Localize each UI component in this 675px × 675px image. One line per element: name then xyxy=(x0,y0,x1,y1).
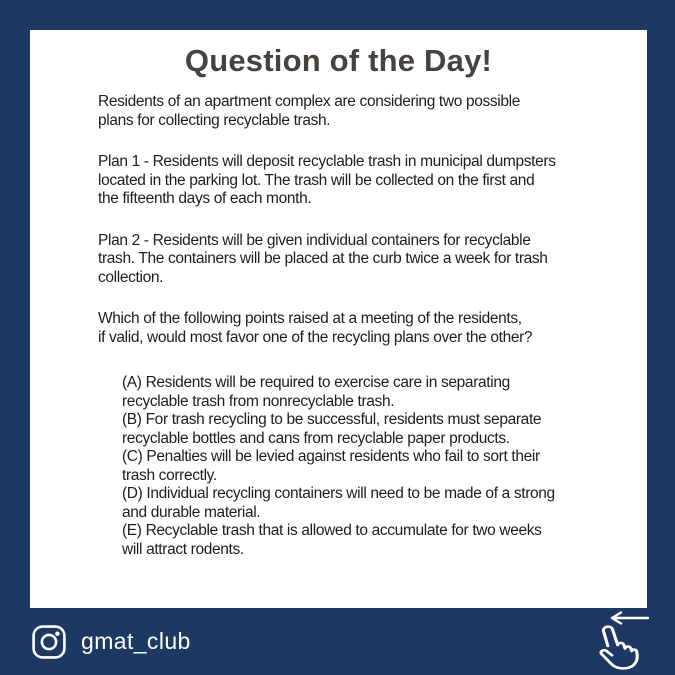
question-content xyxy=(98,93,618,559)
question-card xyxy=(30,30,647,608)
option-b xyxy=(122,411,618,448)
page-title: Question of the Day! xyxy=(184,43,493,78)
question-stem xyxy=(98,310,618,347)
option-d xyxy=(122,485,618,522)
instagram-icon xyxy=(32,625,66,659)
text-line: Which of the following points raised at a meeting of the residents, xyxy=(98,310,522,327)
text-line: recyclable trash from nonrecyclable trash. xyxy=(122,392,395,410)
text-line: if valid, would most favor one of the recycling plans over the other? xyxy=(98,328,533,346)
text-line: collection. xyxy=(98,268,164,286)
text-line: (C) Penalties will be levied against residents who fail to sort their xyxy=(122,448,540,465)
text-line: Residents of an apartment complex are considering two possible xyxy=(98,93,521,110)
footer-bar xyxy=(0,608,675,675)
text-line: will attract rodents. xyxy=(122,540,244,558)
plan2-paragraph xyxy=(98,232,618,288)
option-c xyxy=(122,448,618,485)
text-line: (D) Individual recycling containers will need to be made of a strong xyxy=(122,485,555,502)
swipe-hand-icon xyxy=(598,621,642,671)
intro-paragraph xyxy=(98,93,618,130)
text-line: Plan 1 - Residents will deposit recyclable trash in municipal dumpsters xyxy=(98,153,556,170)
option-a xyxy=(122,374,618,411)
text-line: (A) Residents will be required to exercise care in separating xyxy=(122,374,510,391)
text-line: recyclable bottles and cans from recyclable paper products. xyxy=(122,429,510,447)
text-line: trash correctly. xyxy=(122,466,217,484)
plan1-paragraph xyxy=(98,153,618,209)
text-line: Plan 2 - Residents will be given individual containers for recyclable xyxy=(98,231,531,249)
text-line: (B) For trash recycling to be successful, residents must separate xyxy=(122,411,542,428)
instagram-badge xyxy=(32,608,191,675)
answer-options xyxy=(98,374,618,559)
instagram-handle: gmat_club xyxy=(81,628,191,654)
text-line: the fifteenth days of each month. xyxy=(98,190,312,207)
text-line: trash. The containers will be placed at the curb twice a week for trash xyxy=(98,250,548,267)
text-line: and durable material. xyxy=(122,503,261,521)
swipe-left-hint[interactable] xyxy=(593,608,653,674)
option-e xyxy=(122,522,618,559)
text-line: located in the parking lot. The trash will be collected on the first and xyxy=(98,171,535,189)
text-line: plans for collecting recyclable trash. xyxy=(98,111,331,129)
text-line: (E) Recyclable trash that is allowed to accumulate for two weeks xyxy=(122,522,542,539)
